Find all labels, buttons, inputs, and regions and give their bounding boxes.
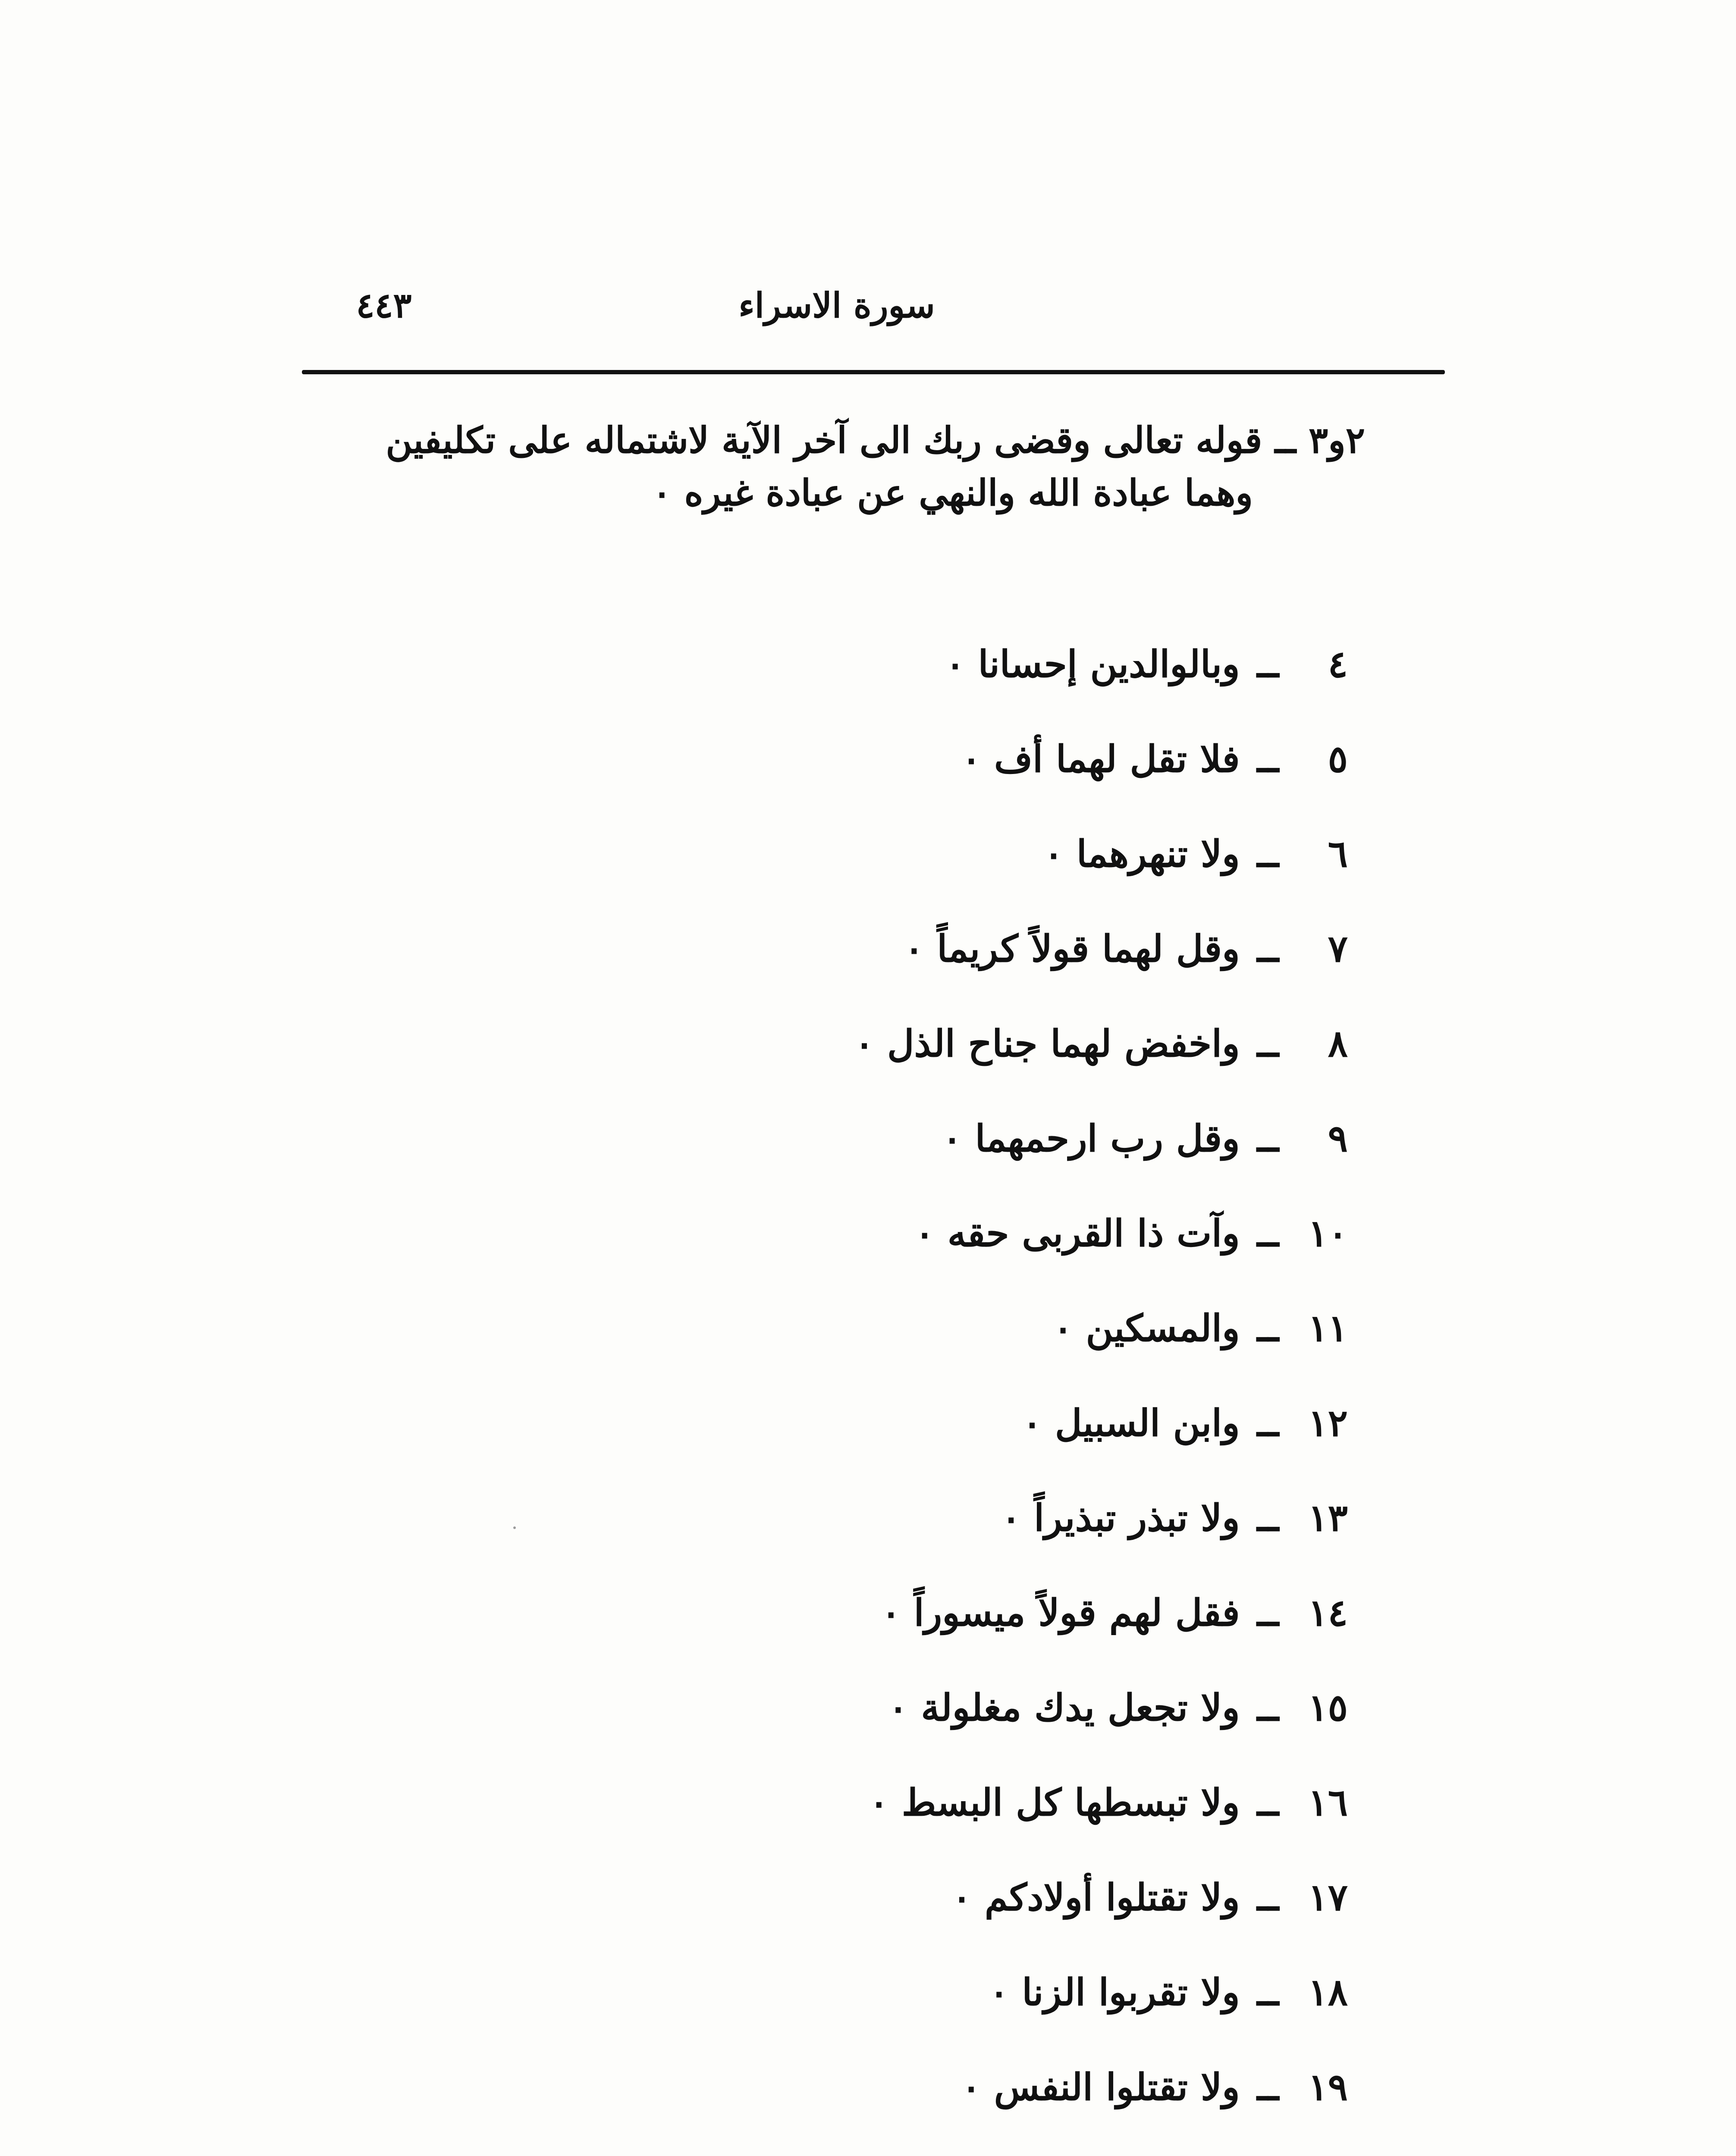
item-dash: ــ xyxy=(1257,642,1279,686)
list-item xyxy=(744,1660,1348,1755)
item-text: ولا تجعل يدك مغلولة ٠ xyxy=(888,1686,1240,1730)
item-text: وابن السبيل ٠ xyxy=(1022,1401,1240,1445)
item-number: ١٥ xyxy=(1308,1686,1348,1730)
intro-paragraph xyxy=(295,414,1365,519)
list-item xyxy=(744,1755,1348,1850)
item-number: ٦ xyxy=(1328,832,1348,876)
item-number: ٧ xyxy=(1328,927,1348,971)
item-text: واخفض لهما جناح الذل ٠ xyxy=(854,1022,1240,1065)
item-number: ١٧ xyxy=(1308,1875,1348,1919)
page-header-title: سورة الاسراء xyxy=(738,285,935,326)
list-item xyxy=(744,2040,1348,2134)
list-item xyxy=(744,1565,1348,1660)
item-number: ٤ xyxy=(1328,642,1348,686)
scan-speck xyxy=(513,1526,516,1529)
item-number: ١١ xyxy=(1308,1306,1348,1350)
item-dash: ــ xyxy=(1257,1306,1279,1350)
item-dash: ــ xyxy=(1257,832,1279,876)
item-text: ولا تقتلوا النفس ٠ xyxy=(961,2065,1240,2109)
list-item xyxy=(744,806,1348,901)
item-dash: ــ xyxy=(1257,1496,1279,1540)
list-item xyxy=(744,1281,1348,1376)
item-dash: ــ xyxy=(1257,1022,1279,1065)
list-item xyxy=(744,1091,1348,1186)
item-text: وقل لهما قولاً كريماً ٠ xyxy=(904,927,1240,971)
item-text: ولا تقتلوا أولادكم ٠ xyxy=(951,1875,1240,1919)
list-item xyxy=(744,1186,1348,1281)
item-number: ١٢ xyxy=(1308,1401,1348,1445)
list-item xyxy=(744,2134,1348,2156)
item-dash: ــ xyxy=(1257,1211,1279,1255)
list-item xyxy=(744,1945,1348,2040)
list-item xyxy=(744,1850,1348,1945)
intro-line-1: ٢و٣ ــ قوله تعالى وقضى ربك الى آخر الآية لاشتماله على تكليفين xyxy=(386,419,1365,461)
item-number: ١٦ xyxy=(1308,1780,1348,1824)
header-rule xyxy=(302,370,1445,374)
item-dash: ــ xyxy=(1257,1875,1279,1919)
item-text: وقل رب ارحمهما ٠ xyxy=(942,1116,1240,1160)
item-text: ولا تبسطها كل البسط ٠ xyxy=(869,1780,1240,1824)
item-text: فقل لهم قولاً ميسوراً ٠ xyxy=(881,1591,1240,1635)
item-text: ولا تبذر تبذيراً ٠ xyxy=(1001,1496,1240,1540)
item-number: ٨ xyxy=(1328,1022,1348,1065)
item-dash: ــ xyxy=(1257,1401,1279,1445)
item-dash: ــ xyxy=(1257,737,1279,781)
item-number: ١٣ xyxy=(1308,1496,1348,1540)
list-item xyxy=(744,617,1348,711)
list-item xyxy=(744,901,1348,996)
item-dash: ــ xyxy=(1257,2065,1279,2109)
item-dash: ــ xyxy=(1257,927,1279,971)
list-item xyxy=(744,1470,1348,1565)
item-number: ١٠ xyxy=(1308,1211,1348,1255)
list-item xyxy=(744,996,1348,1091)
item-number: ١٨ xyxy=(1308,1970,1348,2014)
item-dash: ــ xyxy=(1257,1970,1279,2014)
item-text: وبالوالدين إحسانا ٠ xyxy=(945,642,1240,686)
item-number: ٩ xyxy=(1328,1116,1348,1160)
item-dash: ــ xyxy=(1257,1686,1279,1730)
item-number: ١٤ xyxy=(1308,1591,1348,1635)
list-item xyxy=(744,1376,1348,1470)
item-text: وآت ذا القربى حقه ٠ xyxy=(914,1211,1240,1255)
list-item xyxy=(744,711,1348,806)
item-text: ولا تنهرهما ٠ xyxy=(1043,832,1240,876)
item-number: ١٩ xyxy=(1308,2065,1348,2109)
intro-line-2: وهما عبادة الله والنهي عن عبادة غيره ٠ xyxy=(652,471,1253,514)
item-text: والمسكين ٠ xyxy=(1053,1306,1240,1350)
item-text: فلا تقل لهما أف ٠ xyxy=(961,737,1240,781)
numbered-list xyxy=(744,617,1348,2156)
page-number: ٤٤٣ xyxy=(356,285,412,326)
item-text: ولا تقربوا الزنا ٠ xyxy=(989,1970,1240,2014)
item-dash: ــ xyxy=(1257,1116,1279,1160)
item-dash: ــ xyxy=(1257,1780,1279,1824)
item-number: ٥ xyxy=(1328,737,1348,781)
item-dash: ــ xyxy=(1257,1591,1279,1635)
